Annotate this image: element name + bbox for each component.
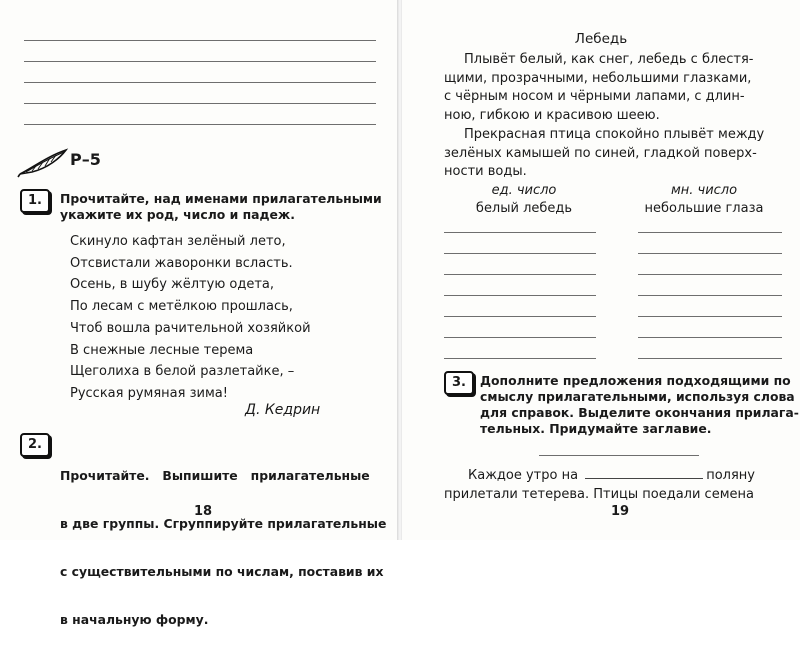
exercise-sentence-line bbox=[468, 466, 755, 486]
title-answer-line[interactable] bbox=[539, 455, 699, 456]
column-example: небольшие глаза bbox=[644, 201, 764, 216]
task3-instruction bbox=[480, 373, 799, 437]
text-line: зелёных камышей по синей, гладкой поверх- bbox=[444, 145, 757, 161]
feather-pen-icon bbox=[18, 146, 70, 178]
poem-line: Скинуло кафтан зелёный лето, bbox=[70, 234, 286, 249]
poem-line: Русская румяная зима! bbox=[70, 385, 228, 401]
answer-line[interactable] bbox=[444, 316, 596, 317]
text-line: ности воды. bbox=[444, 164, 527, 179]
answer-line[interactable] bbox=[638, 274, 782, 275]
answer-line bbox=[24, 61, 376, 62]
task-number-badge: 2. bbox=[20, 433, 50, 457]
column-title: ед. число bbox=[491, 183, 557, 198]
answer-line[interactable] bbox=[638, 253, 782, 254]
section-code: Р–5 bbox=[70, 150, 101, 169]
task-number-badge: 3. bbox=[444, 371, 474, 395]
poem-line: В снежные лесные терема bbox=[70, 342, 254, 358]
story-title: Лебедь bbox=[574, 31, 628, 47]
page-number: 19 bbox=[611, 504, 630, 519]
text-line: щими, прозрачными, небольшими глазками, bbox=[444, 70, 752, 86]
task2-line: в две группы. Сгруппируйте прилагательные bbox=[60, 516, 387, 531]
task-number-badge: 1. bbox=[20, 189, 50, 213]
singular-column-header bbox=[444, 182, 604, 218]
poem-line: По лесам с метёлкою прошлась, bbox=[70, 299, 293, 315]
answer-line[interactable] bbox=[444, 337, 596, 338]
left-page bbox=[0, 0, 398, 627]
plural-column-header bbox=[630, 182, 778, 218]
sentence-part: поляну bbox=[706, 468, 755, 483]
task2-line: Прочитайте. Выпишите прилагательные bbox=[60, 468, 370, 483]
poem-line: Щеголиха в белой разлетайке, – bbox=[70, 364, 295, 380]
poem bbox=[70, 231, 311, 405]
answer-line[interactable] bbox=[638, 358, 782, 359]
answer-line[interactable] bbox=[444, 253, 596, 254]
sentence-part: прилетали тетерева. Птицы поедали семена bbox=[444, 487, 754, 502]
answer-line[interactable] bbox=[444, 295, 596, 296]
story-paragraph-2 bbox=[444, 126, 764, 182]
task3-line: тельных. Придумайте заглавие. bbox=[480, 421, 712, 436]
right-page bbox=[402, 0, 800, 540]
answer-line[interactable] bbox=[444, 274, 596, 275]
poem-line: Чтоб вошла рачительной хозяйкой bbox=[70, 320, 311, 336]
section-header bbox=[18, 144, 148, 178]
answer-line[interactable] bbox=[638, 316, 782, 317]
task3-line: Дополните предложения подходящими по bbox=[480, 373, 791, 388]
task3-line: смыслу прилагательными, используя слова bbox=[480, 389, 795, 404]
task2-line: с существительными по числам, поставив их bbox=[60, 564, 384, 579]
column-title: мн. число bbox=[670, 183, 738, 198]
answer-line bbox=[24, 40, 376, 41]
answer-line[interactable] bbox=[638, 295, 782, 296]
text-line: ною, гибкою и красивою шеею. bbox=[444, 107, 660, 123]
poem-line: Отсвистали жаворонки всласть. bbox=[70, 255, 293, 271]
text-line: Плывёт белый, как снег, лебедь с блестя- bbox=[464, 52, 754, 67]
text-line: с чёрным носом и чёрными лапами, с длин- bbox=[444, 89, 745, 104]
story-paragraph-1 bbox=[444, 51, 754, 125]
task2-line: в начальную форму. bbox=[60, 612, 209, 627]
answer-line[interactable] bbox=[638, 337, 782, 338]
task2-instruction bbox=[60, 436, 386, 660]
sentence-part: Каждое утро на bbox=[468, 468, 579, 483]
poem-author: Д. Кедрин bbox=[245, 402, 321, 418]
task1-instruction bbox=[60, 191, 382, 223]
answer-line bbox=[24, 103, 376, 104]
answer-line[interactable] bbox=[444, 232, 596, 233]
page-number: 18 bbox=[194, 504, 213, 519]
task3-line: для справок. Выделите окончания прилага- bbox=[480, 405, 799, 420]
answer-line bbox=[24, 82, 376, 83]
answer-line[interactable] bbox=[444, 358, 596, 359]
task1-line: Прочитайте, над именами прилагательными bbox=[60, 191, 382, 206]
poem-line: Осень, в шубу жёлтую одета, bbox=[70, 277, 275, 293]
sentence-blank[interactable] bbox=[585, 478, 703, 479]
exercise-sentence-line bbox=[444, 485, 754, 505]
answer-line[interactable] bbox=[638, 232, 782, 233]
task1-line: укажите их род, число и падеж. bbox=[60, 207, 295, 222]
answer-line bbox=[24, 124, 376, 125]
column-example: белый лебедь bbox=[475, 201, 573, 216]
text-line: Прекрасная птица спокойно плывёт между bbox=[464, 127, 765, 142]
